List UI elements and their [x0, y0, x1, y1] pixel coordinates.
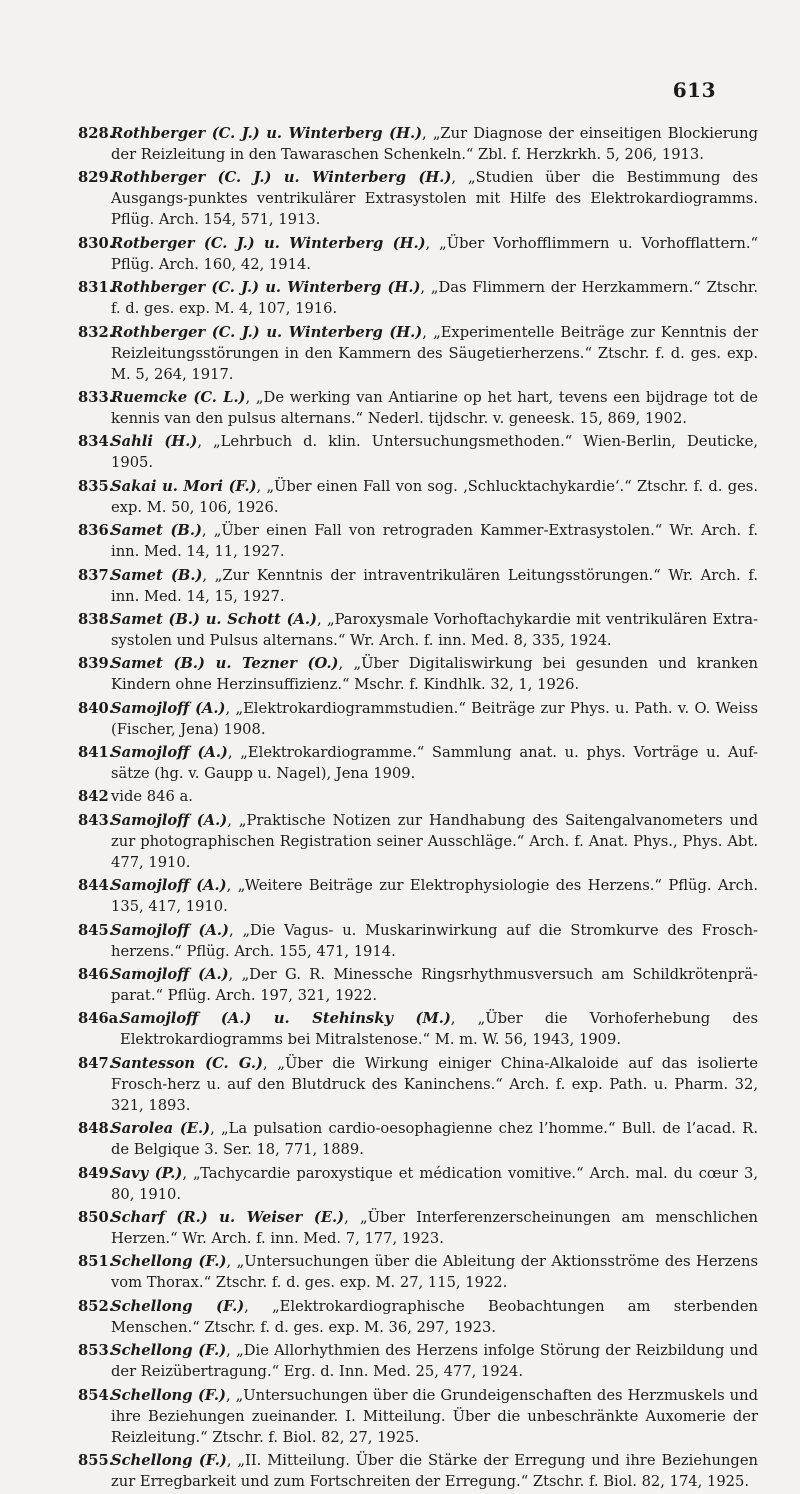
reference-author: Rothberger (C. J.) u. Winterberg (H.) [111, 279, 421, 297]
reference-number: 831. [78, 279, 114, 297]
reference-number: 835. [78, 477, 114, 495]
reference-author: Samojloff (A.) [111, 744, 228, 762]
reference-entry [78, 1450, 758, 1492]
reference-author: Samet (B.) [111, 566, 203, 584]
reference-number: 838. [78, 610, 114, 628]
reference-text: , „Experimentelle Beiträge zur Kenntnis der Reizleitungsstörungen in den Kammern des Säugetierherzens.“ Ztschr. f. d. ges. exp. M. 5, 264, 1917. [111, 323, 758, 383]
reference-text: , „Elektrokardiogrammstudien.“ Beiträge zur Phys. u. Path. v. O. Weiss (Fischer, Jena) 1908. [111, 699, 758, 738]
reference-author: Samojloff (A.) [111, 877, 227, 895]
reference-number: 846a. [78, 1010, 124, 1028]
reference-text: , „Über Interferenzerscheinungen am menschlichen Herzen.“ Wr. Arch. f. inn. Med. 7, 177, 1923. [111, 1208, 758, 1247]
reference-author: Samojloff (A.) u. Stehinsky (M.) [120, 1010, 451, 1028]
reference-number: 851. [78, 1253, 114, 1271]
reference-text: , „Das Flimmern der Herzkammern.“ Ztschr. f. d. ges. exp. M. 4, 107, 1916. [111, 279, 758, 318]
reference-text: , „Die Allorhythmien des Herzens infolge Störung der Reizbildung und der Reizübertragung.“ Erg. d. Inn. Med. 25, 477, 1924. [111, 1342, 758, 1381]
reference-number: 849. [78, 1164, 114, 1182]
reference-number: 846. [78, 966, 114, 984]
reference-number: 854. [78, 1386, 114, 1404]
reference-author: Samet (B.) u. Tezner (O.) [111, 655, 339, 673]
reference-text: , „Studien über die Bestimmung des Ausgangs-punktes ventrikulärer Extrasystolen mit Hilfe des Elektrokardiogramms. Pflüg. Arch. 154, 571, 1913. [111, 169, 758, 229]
reference-author: Rothberger (C. J.) u. Winterberg (H.) [111, 125, 423, 142]
reference-entry [78, 322, 758, 385]
reference-text: , „Untersuchungen über die Grundeigenschaften des Herzmuskels und ihre Beziehungen zueinander. I. Mitteilung. Über die unbeschränkte Auxomerie der Reizleitung.“ Ztschr. f. Biol. 82, 27, 1925. [111, 1386, 758, 1446]
reference-text: , „Lehrbuch d. klin. Untersuchungsmethoden.“ Wien-Berlin, Deuticke, 1905. [111, 433, 758, 472]
reference-number: 843. [78, 811, 114, 829]
reference-author: Santesson (C. G.) [111, 1054, 263, 1072]
reference-author: Sahli (H.) [111, 433, 198, 451]
reference-entry [78, 964, 758, 1006]
reference-text: , „Über Digitaliswirkung bei gesunden und kranken Kindern ohne Herzinsuffizienz.“ Mschr. f. Kindhlk. 32, 1, 1926. [111, 655, 758, 694]
reference-entry [78, 1163, 758, 1205]
reference-list [78, 123, 758, 1494]
reference-text: , „Die Vagus- u. Muskarinwirkung auf die Stromkurve des Frosch-herzens.“ Pflüg. Arch. 155, 471, 1914. [111, 921, 758, 960]
reference-number: 837. [78, 566, 114, 584]
reference-text: , „La pulsation cardio-oesophagienne chez l’homme.“ Bull. de l’acad. R. de Belgique 3. Ser. 18, 771, 1889. [111, 1120, 758, 1159]
reference-author: Schellong (F.) [111, 1297, 245, 1315]
reference-entry [78, 653, 758, 695]
reference-entry [78, 387, 758, 429]
reference-entry [78, 233, 758, 275]
reference-entry [78, 1118, 758, 1160]
reference-number: 841. [78, 744, 114, 762]
reference-entry [78, 875, 758, 917]
reference-entry [78, 1207, 758, 1249]
reference-number: 836. [78, 522, 114, 540]
reference-entry [78, 1385, 758, 1448]
reference-entry [78, 167, 758, 230]
reference-number: 840. [78, 699, 114, 717]
reference-author: Samet (B.) u. Schott (A.) [111, 610, 317, 628]
reference-number: 828. [78, 125, 114, 142]
reference-author: Schellong (F.) [111, 1451, 227, 1469]
reference-entry [78, 1053, 758, 1116]
reference-entry [78, 920, 758, 962]
reference-entry [78, 277, 758, 319]
reference-author: Samet (B.) [111, 522, 202, 540]
reference-entry [78, 431, 758, 473]
reference-entry [78, 520, 758, 562]
reference-entry [78, 698, 758, 740]
reference-text: , „Tachycardie paroxystique et médication vomitive.“ Arch. mal. du cœur 3, 80, 1910. [111, 1164, 758, 1203]
reference-author: Ruemcke (C. L.) [111, 388, 246, 406]
reference-text: , „Der G. R. Minessche Ringsrhythmusversuch am Schildkrötenprä-parat.“ Pflüg. Arch. 197, 321, 1922. [111, 966, 758, 1005]
reference-text: , „Über einen Fall von sog. ‚Schlucktachykardie‘.“ Ztschr. f. d. ges. exp. M. 50, 106, 1926. [111, 477, 758, 516]
reference-author: Rotberger (C. J.) u. Winterberg (H.) [111, 234, 426, 252]
reference-number: 855. [78, 1451, 114, 1469]
reference-number: 844. [78, 877, 114, 895]
reference-text: , „Über einen Fall von retrograden Kammer-Extrasystolen.“ Wr. Arch. f. inn. Med. 14, 11, 1927. [111, 522, 758, 561]
reference-author: Samojloff (A.) [111, 699, 226, 717]
reference-author: Scharf (R.) u. Weiser (E.) [111, 1208, 345, 1226]
reference-author: Samojloff (A.) [111, 921, 229, 939]
reference-text: , „Zur Kenntnis der intraventrikulären Leitungsstörungen.“ Wr. Arch. f. inn. Med. 14, 15, 1927. [111, 566, 758, 605]
reference-text: vide 846 a. [111, 788, 193, 806]
reference-text: , „Paroxysmale Vorhoftachykardie mit ventrikulären Extra-systolen und Pulsus alternans.“ Wr. Arch. f. inn. Med. 8, 335, 1924. [111, 610, 759, 649]
reference-text: , „Elektrokardiogramme.“ Sammlung anat. u. phys. Vorträge u. Auf-sätze (hg. v. Gaupp u. Nagel), Jena 1909. [111, 744, 758, 783]
reference-text: , „Über Vorhofflimmern u. Vorhofflattern.“ Pflüg. Arch. 160, 42, 1914. [111, 234, 758, 273]
reference-entry [78, 1340, 758, 1382]
reference-author: Savy (P.) [111, 1164, 183, 1182]
reference-entry [78, 1296, 758, 1338]
reference-text: , „II. Mitteilung. Über die Stärke der Erregung und ihre Beziehungen zur Erregbarkeit und zum Fortschreiten der Erregung.“ Ztschr. f. Biol. 82, 174, 1925. [111, 1451, 758, 1490]
reference-entry [78, 476, 758, 518]
reference-number: 848. [78, 1120, 114, 1138]
reference-entry [78, 786, 758, 807]
reference-entry [78, 565, 758, 607]
reference-number: 850. [78, 1208, 114, 1226]
reference-entry [78, 1251, 758, 1293]
reference-number: 833. [78, 388, 114, 406]
reference-text: , „Untersuchungen über die Ableitung der Aktionsströme des Herzens vom Thorax.“ Ztschr. f. d. ges. exp. M. 27, 115, 1922. [111, 1253, 758, 1292]
reference-number: 852. [78, 1297, 114, 1315]
reference-number: 832. [78, 323, 114, 341]
reference-number: 839. [78, 655, 114, 673]
reference-entry [78, 1008, 758, 1050]
reference-number: 830. [78, 234, 114, 252]
reference-entry [78, 810, 758, 873]
reference-entry [78, 742, 758, 784]
reference-text: , „Zur Diagnose der einseitigen Blockierung der Reizleitung in den Tawaraschen Schenkeln.“ Zbl. f. Herzkrkh. 5, 206, 1913. [111, 125, 758, 163]
reference-number: 829. [78, 169, 114, 187]
page-number: 613 [672, 78, 716, 102]
reference-author: Schellong (F.) [111, 1342, 227, 1360]
reference-text: , „Über die Wirkung einiger China-Alkaloide auf das isolierte Frosch-herz u. auf den Blutdruck des Kaninchens.“ Arch. f. exp. Path. u. Pharm. 32, 321, 1893. [111, 1054, 758, 1114]
reference-text: , „Elektrokardiographische Beobachtungen am sterbenden Menschen.“ Ztschr. f. d. ges. exp. M. 36, 297, 1923. [111, 1297, 758, 1336]
reference-author: Schellong (F.) [111, 1253, 227, 1271]
reference-author: Samojloff (A.) [111, 966, 229, 984]
reference-text: , „Praktische Notizen zur Handhabung des Saitengalvanometers und zur photographischen Registration seiner Ausschläge.“ Arch. f. Anat. Phys., Phys. Abt. 477, 1910. [111, 811, 758, 871]
reference-text: , „Über die Vorhoferhebung des Elektrokardiogramms bei Mitralstenose.“ M. m. W. 56, 1943, 1909. [120, 1010, 758, 1049]
reference-entry [78, 609, 758, 651]
reference-number: 845. [78, 921, 114, 939]
reference-number: 847. [78, 1054, 114, 1072]
reference-author: Samojloff (A.) [111, 811, 228, 829]
reference-text: , „De werking van Antiarine op het hart, tevens een bijdrage tot de kennis van den pulsus alternans.“ Nederl. tijdschr. v. geneesk. 15, 869, 1902. [111, 388, 758, 427]
reference-entry [78, 123, 758, 165]
reference-text: , „Weitere Beiträge zur Elektrophysiologie des Herzens.“ Pflüg. Arch. 135, 417, 1910. [111, 877, 758, 916]
reference-author: Sakai u. Mori (F.) [111, 477, 257, 495]
reference-author: Rothberger (C. J.) u. Winterberg (H.) [111, 169, 452, 187]
reference-number: 834. [78, 433, 114, 451]
reference-author: Schellong (F.) [111, 1386, 226, 1404]
reference-number: 842 [78, 788, 109, 806]
reference-number: 853. [78, 1342, 114, 1360]
reference-author: Rothberger (C. J.) u. Winterberg (H.) [111, 323, 423, 341]
reference-author: Sarolea (E.) [111, 1120, 211, 1138]
